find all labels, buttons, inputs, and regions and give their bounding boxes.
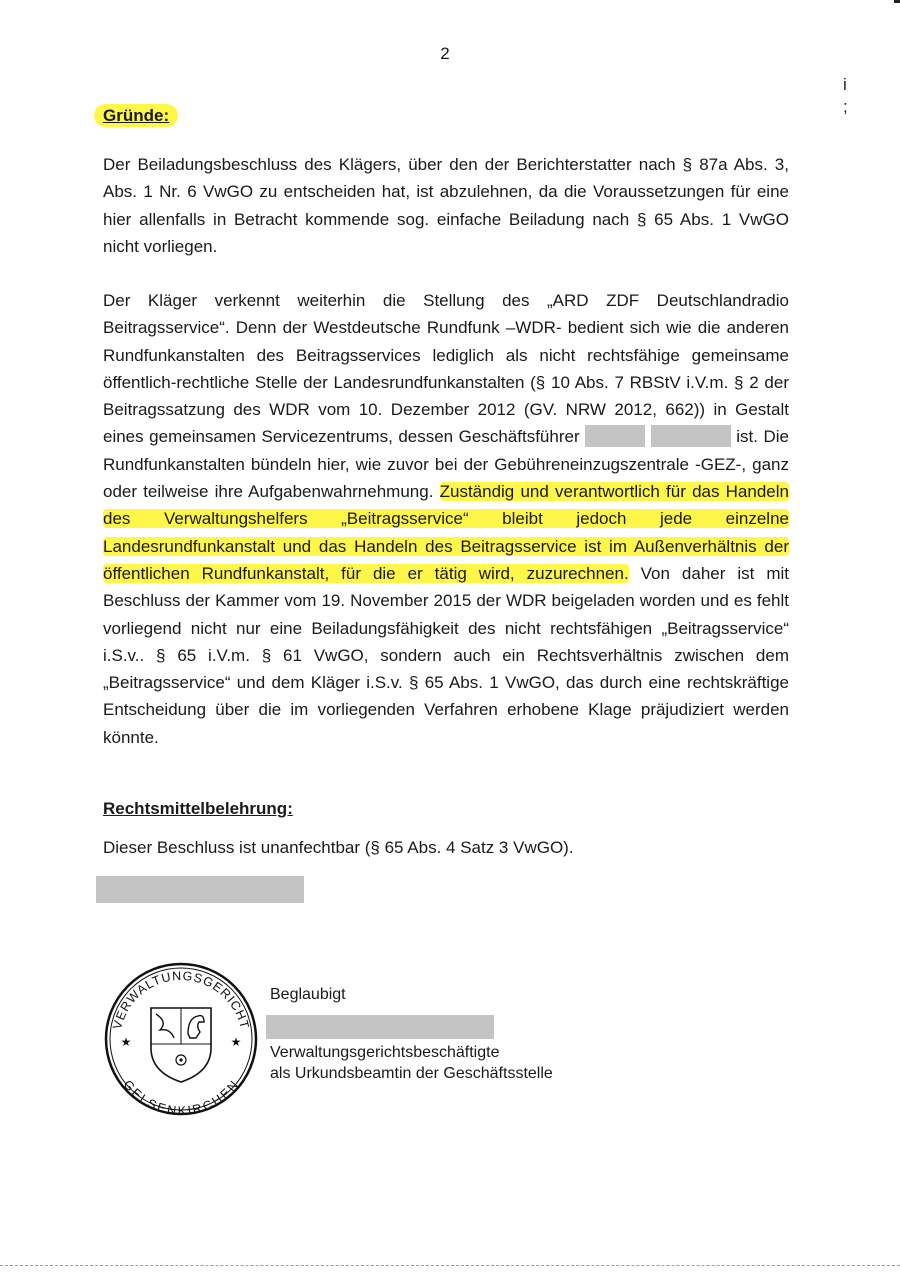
seal-star-right: ★ (230, 1035, 242, 1049)
footer-dashed-line (0, 1265, 900, 1266)
redacted-clerk-name (266, 1015, 494, 1039)
remedy-heading: Rechtsmittelbelehrung: (103, 799, 293, 818)
seal-text-bottom: GELSENKIRCHEN (120, 1077, 242, 1116)
svg-text:GELSENKIRCHEN (121, 1077, 242, 1116)
margin-marks: i ; (843, 75, 848, 116)
certification-role-line-2: als Urkundsbeamtin der Geschäftsstelle (270, 1065, 553, 1082)
redacted-name-part-1 (585, 425, 645, 447)
nrw-coat-of-arms-icon (151, 1008, 211, 1082)
grounds-heading (103, 106, 178, 126)
paragraph-2-part-c: Von daher ist mit Beschluss der Kammer vom 19. November 2015 der WDR beigeladen worden und es fehlt vorliegend nicht nur eine Beiladungsfähigkeit des nicht rechtsfähigen „Beitragsservice“ i.S.v.. § 65 i.V.m. § 61 VwGO, sondern auch ein Rechtsverhältnis zwischen dem „Beitragsservice“ und dem Kläger i.S.v. § 65 Abs. 1 VwGO, das durch eine rechtskräftige Entscheidung über die im vorliegenden Verfahren erhobene Klage präjudiziert werden könnte. (103, 563, 789, 747)
seal-star-left: ★ (120, 1035, 132, 1049)
highlighted-passage: Zuständig und verantwortlich für das Handeln des Verwaltungshelfers „Beitragsservice“ bleibt jedoch jede einzelne Landesrundfunkanstalt und das Handeln des Beitragsservice ist im Außenverhältnis der öffentlichen Rundfunkanstalt, für die er tätig wird, zuzurechnen. (103, 482, 789, 583)
page-number: 2 (440, 44, 450, 63)
certification-label: Beglaubigt (270, 986, 346, 1003)
redacted-name-part-2 (651, 425, 731, 447)
seal-text-top: VERWALTUNGSGERICHT (110, 968, 252, 1031)
paragraph-2-part-a: Der Kläger verkennt weiterhin die Stellung des „ARD ZDF Deutschlandradio Beitragsservice“. Denn der Westdeutsche Rundfunk –WDR- bedient sich wie die anderen Rundfunkanstalten des Beitragsservices lediglich als nicht rechtsfähige gemeinsame öffentlich-rechtliche Stelle der Landesrundfunkanstalten (§ 10 Abs. 7 RBStV i.V.m. § 2 der Beitragssatzung des WDR vom 10. Dezember 2012 (GV. NRW 2012, 662)) in Gestalt eines gemeinsamen Servicezentrums, dessen Geschäftsführer (103, 291, 789, 447)
court-seal (104, 962, 258, 1116)
grounds-heading-text: Gründe: (94, 104, 178, 127)
redacted-signature (96, 876, 304, 903)
grounds-paragraph-1: Der Beiladungsbeschluss des Klägers, über den der Berichterstatter nach § 87a Abs. 3, Abs. 1 Nr. 6 VwGO zu entscheiden hat, ist abzulehnen, da die Voraussetzungen für eine hier allenfalls in Betracht kommende sog. einfache Beiladung nach § 65 Abs. 1 VwGO nicht vorliegen. (103, 155, 789, 256)
certification-role-line-1: Verwaltungsgerichtsbeschäftigte (270, 1044, 500, 1061)
paragraph-2-part-b: ist. Die Rundfunkanstalten bündeln hier, wie zuvor bei der Gebühreneinzugszentrale -GEZ-, ganz oder teilweise ihre Aufgabenwahrnehmung. (103, 427, 789, 502)
corner-mark (894, 0, 900, 3)
remedy-text: Dieser Beschluss ist unanfechtbar (§ 65 Abs. 4 Satz 3 VwGO). (103, 838, 574, 857)
grounds-paragraph-2 (103, 287, 789, 751)
